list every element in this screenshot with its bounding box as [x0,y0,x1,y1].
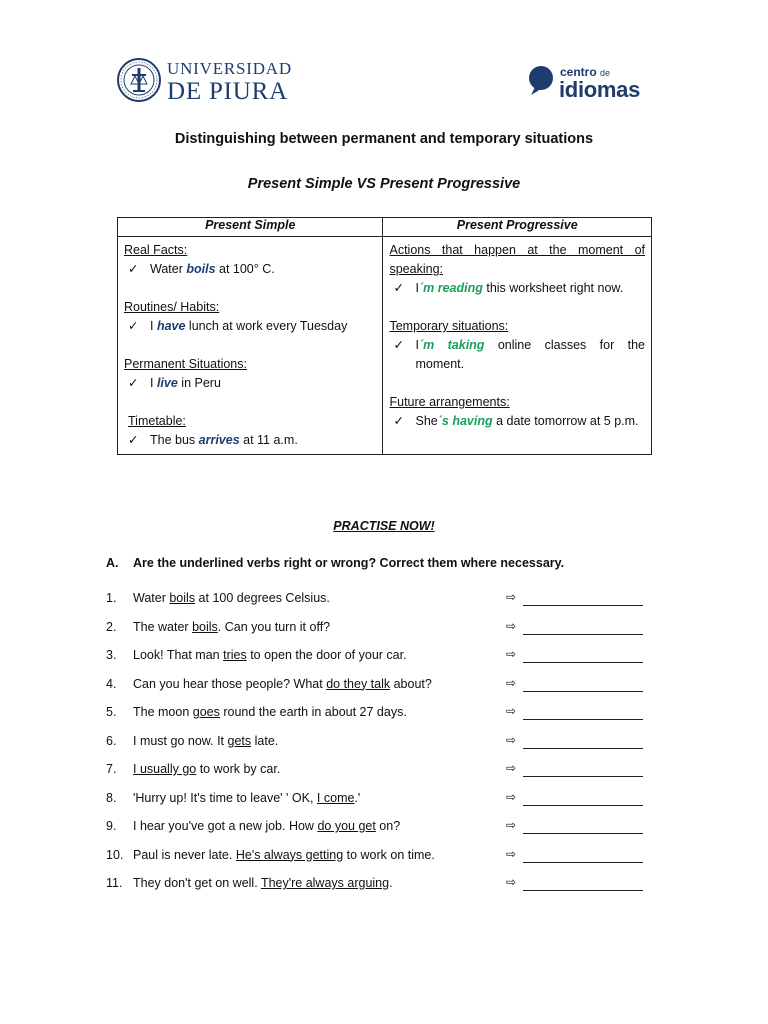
question-number: 3. [106,648,117,662]
underlined-verb: do they talk [326,676,391,691]
verb-highlight: arrives [198,433,240,447]
answer-blank[interactable] [523,805,643,806]
answer-blank[interactable] [523,833,643,834]
example-item: ✓ I´m taking online classes for the moment. [393,338,646,371]
question-number: 2. [106,619,117,634]
question-text: Paul is never late. He's always getting to work on time. [133,847,435,862]
example-item: ✓ She´s having a date tomorrow at 5 p.m. [389,412,645,431]
arrow-icon: ⇨ [506,618,517,633]
question-row [106,791,651,811]
answer-blank[interactable] [523,605,643,606]
question-text: Look! That man tries to open the door of your car. [133,648,407,662]
table-body-row [118,237,652,455]
arrow-icon: ⇨ [506,875,517,889]
example-item: ✓ I´m reading this worksheet right now. [389,279,645,298]
underlined-verb: tries [223,648,247,662]
checkmark-icon: ✓ [128,319,139,333]
answer-blank[interactable] [523,862,643,863]
verb-highlight: ´m reading [418,281,483,295]
checkmark-icon: ✓ [128,376,139,390]
verb-highlight: live [156,376,178,390]
section-label: Permanent Situations: [124,357,247,371]
question-row [106,734,651,754]
page-header [0,50,768,120]
university-seal-icon [116,50,162,110]
centro-label: centro de [560,65,611,79]
question-row [106,762,651,782]
underlined-verb: They're always arguing [260,876,390,890]
answer-blank[interactable] [523,662,643,663]
answer-blank[interactable] [523,776,643,777]
question-row [106,648,651,668]
section-label: Temporary situations: [389,319,509,333]
underlined-verb: gets [227,733,252,748]
question-row [106,705,651,725]
arrow-icon: ⇨ [506,761,517,775]
header-present-progressive: Present Progressive [383,218,652,237]
checkmark-icon: ✓ [393,338,404,352]
section-label: Actions that happen at the moment of speaking: [389,243,645,276]
question-row [106,819,651,839]
arrow-icon: ⇨ [506,590,517,604]
university-name [167,60,292,104]
header-present-simple: Present Simple [118,218,383,237]
answer-blank[interactable] [523,634,643,635]
example-item: ✓ I have lunch at work every Tuesday [124,317,376,336]
underlined-verb: boils [169,591,196,605]
practise-heading: PRACTISE NOW! [333,519,435,533]
centro-de-idiomas-logo [527,63,657,103]
university-name-line2: DE PIURA [167,78,288,105]
universidad-de-piura-logo [116,50,292,112]
question-text: I must go now. It gets late. [133,733,279,748]
question-row [106,591,651,611]
question-text: 'Hurry up! It's time to leave' ' OK, I come.' [133,790,361,805]
arrow-icon: ⇨ [506,818,517,832]
example-item: ✓ I live in Peru [124,374,376,393]
question-text: I usually go to work by car. [133,762,281,776]
speech-bubble-icon [527,65,555,95]
arrow-icon: ⇨ [506,789,517,804]
example-item: ✓ The bus arrives at 11 a.m. [124,431,376,450]
question-text: They don't get on well. They're always arguing. [133,876,393,890]
underlined-verb: boils [192,619,218,634]
table-header-row [118,218,652,237]
question-number: 9. [106,819,117,833]
exercise-instruction: A. Are the underlined verbs right or wrong? Correct them where necessary. [106,556,565,570]
section-label: Real Facts: [124,243,188,257]
underlined-verb: He's always getting [235,847,344,862]
question-number: 11. [106,876,123,890]
present-progressive-cell [383,237,652,455]
underlined-verb: do you get [317,819,376,833]
comparison-table [117,217,652,455]
present-simple-cell [118,237,383,455]
question-row [106,848,651,868]
checkmark-icon: ✓ [128,262,139,276]
idiomas-label: idiomas [559,77,641,102]
arrow-icon: ⇨ [506,732,517,747]
verb-highlight: ´s having [437,414,493,428]
question-text: I hear you've got a new job. How do you get on? [133,819,401,833]
question-number: 7. [106,762,117,776]
question-number: 6. [106,733,117,748]
question-number: 10. [106,847,124,862]
question-text: The moon goes round the earth in about 27 days. [133,705,407,719]
verb-highlight: boils [186,262,216,276]
answer-blank[interactable] [523,719,643,720]
question-row [106,620,651,640]
section-label: Timetable: [128,414,186,428]
question-text: Water boils at 100 degrees Celsius. [133,591,330,605]
question-number: 5. [106,705,117,719]
verb-highlight: ´m taking [418,338,485,352]
arrow-icon: ⇨ [506,704,517,718]
checkmark-icon: ✓ [393,414,404,428]
underlined-verb: I usually go [133,762,197,776]
university-name-line1: UNIVERSIDAD [167,59,292,78]
question-row [106,677,651,697]
checkmark-icon: ✓ [393,281,404,295]
question-number: 8. [106,790,117,805]
question-number: 1. [106,591,117,605]
checkmark-icon: ✓ [128,433,139,447]
section-label: Routines/ Habits: [124,300,220,314]
answer-blank[interactable] [523,748,643,749]
answer-blank[interactable] [523,691,643,692]
question-row [106,876,651,896]
arrow-icon: ⇨ [506,846,517,861]
arrow-icon: ⇨ [506,647,517,661]
page-title: Distinguishing between permanent and temporary situations [174,131,594,147]
underlined-verb: I come [316,790,355,805]
question-text: The water boils. Can you turn it off? [133,619,331,634]
section-label: Future arrangements: [389,395,510,409]
arrow-icon: ⇨ [506,675,517,690]
answer-blank[interactable] [523,890,643,891]
page-subtitle: Present Simple VS Present Progressive [247,176,521,192]
verb-highlight: have [156,319,186,333]
example-item: ✓ Water boils at 100° C. [124,260,376,279]
underlined-verb: goes [192,705,220,719]
question-number: 4. [106,676,117,691]
question-text: Can you hear those people? What do they talk about? [133,676,432,691]
